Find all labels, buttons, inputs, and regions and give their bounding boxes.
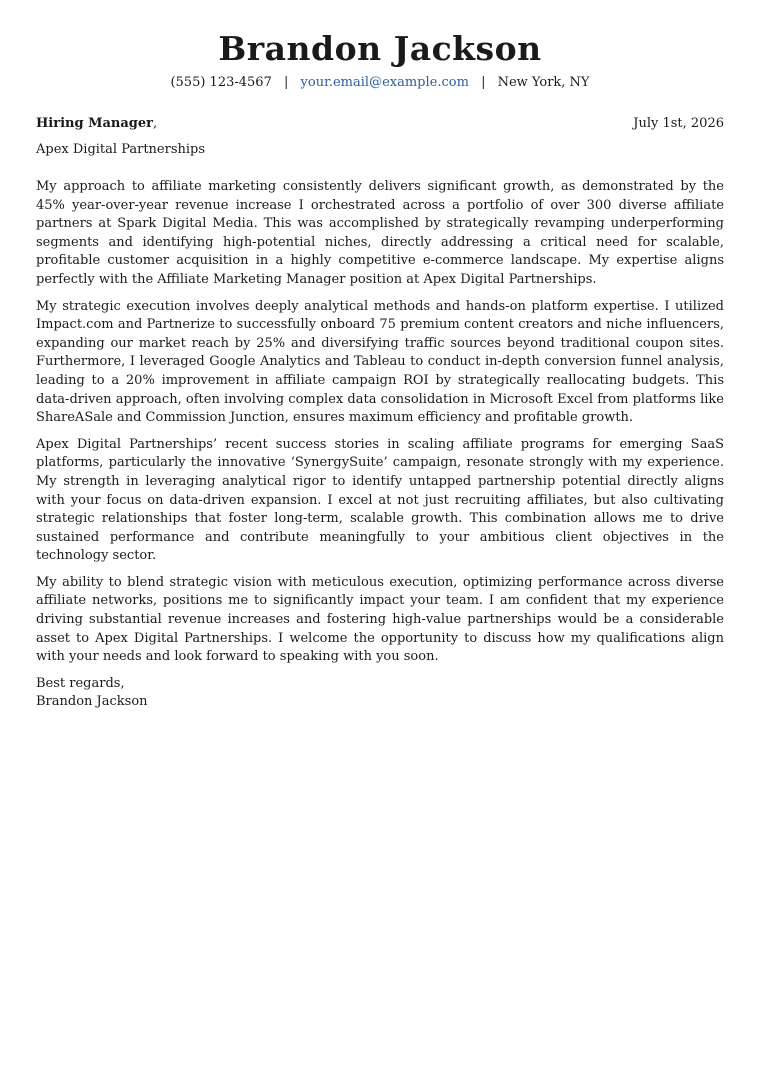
phone-number: (555) 123-4567 <box>170 75 272 90</box>
signature-name: Brandon Jackson <box>36 694 148 710</box>
recipient-company: Apex Digital Partnerships <box>36 142 206 157</box>
recipient-comma: , <box>152 116 158 131</box>
recipient-date-row <box>36 115 724 133</box>
letter-date: July 1st, 2026 <box>633 116 724 131</box>
body-paragraph: My strategic execution involves deeply analytical methods and hands-on platform expertise. I utilized Impact.com and Partnerize to successfully onboard 75 premium content creators and niche influencers, expanding our market reach by 25% and diversifying traffic sources beyond traditional coupon sites. Furthermore, I leveraged Google Analytics and Tableau to conduct in-depth conversion funnel analysis, leading to a 20% improvement in affiliate campaign ROI by strategically reallocating budgets. This data-driven approach, often involving complex data consolidation in Microsoft Excel from platforms like ShareASale and Commission Junction, ensures maximum efficiency and profitable growth. <box>36 298 724 426</box>
letter-body <box>36 178 724 667</box>
contact-separator: | <box>284 75 289 90</box>
email-link[interactable]: your.email@example.com <box>300 75 469 90</box>
location: New York, NY <box>497 75 590 90</box>
closing-salutation: Best regards, <box>36 675 125 691</box>
closing-block <box>36 675 724 712</box>
body-paragraph: Apex Digital Partnerships’ recent success stories in scaling affiliate programs for emerging SaaS platforms, particularly the innovative ‘SynergySuite’ campaign, resonate strongly with my experience. My strength in leveraging analytical rigor to identify untapped partnership potential directly aligns with your focus on data-driven expansion. I excel at not just recruiting affiliates, but also cultivating strategic relationships that foster long-term, scalable growth. This combination allows me to drive sustained performance and contribute meaningfully to your ambitious client objectives in the technology sector. <box>36 436 724 564</box>
contact-line <box>36 74 724 92</box>
recipient-name: Hiring Manager <box>36 116 153 131</box>
body-paragraph: My ability to blend strategic vision with meticulous execution, optimizing performance across diverse affiliate networks, positions me to significantly impact your team. I am confident that my experience driving substantial revenue increases and fostering high-value partnerships would be a considerable asset to Apex Digital Partnerships. I welcome the opportunity to discuss how my qualifications align with your needs and look forward to speaking with you soon. <box>36 574 724 665</box>
contact-separator: | <box>481 75 486 90</box>
applicant-name: Brandon Jackson <box>218 29 542 68</box>
body-paragraph: My approach to affiliate marketing consistently delivers significant growth, as demonstrated by the 45% year-over-year revenue increase I orchestrated across a portfolio of over 300 diverse affiliate partners at Spark Digital Media. This was accomplished by strategically revamping underperforming segments and identifying high-potential niches, directly addressing a critical need for scalable, profitable customer acquisition in a highly competitive e-commerce landscape. My expertise aligns perfectly with the Affiliate Marketing Manager position at Apex Digital Partnerships. <box>36 179 724 287</box>
recipient <box>36 115 157 133</box>
